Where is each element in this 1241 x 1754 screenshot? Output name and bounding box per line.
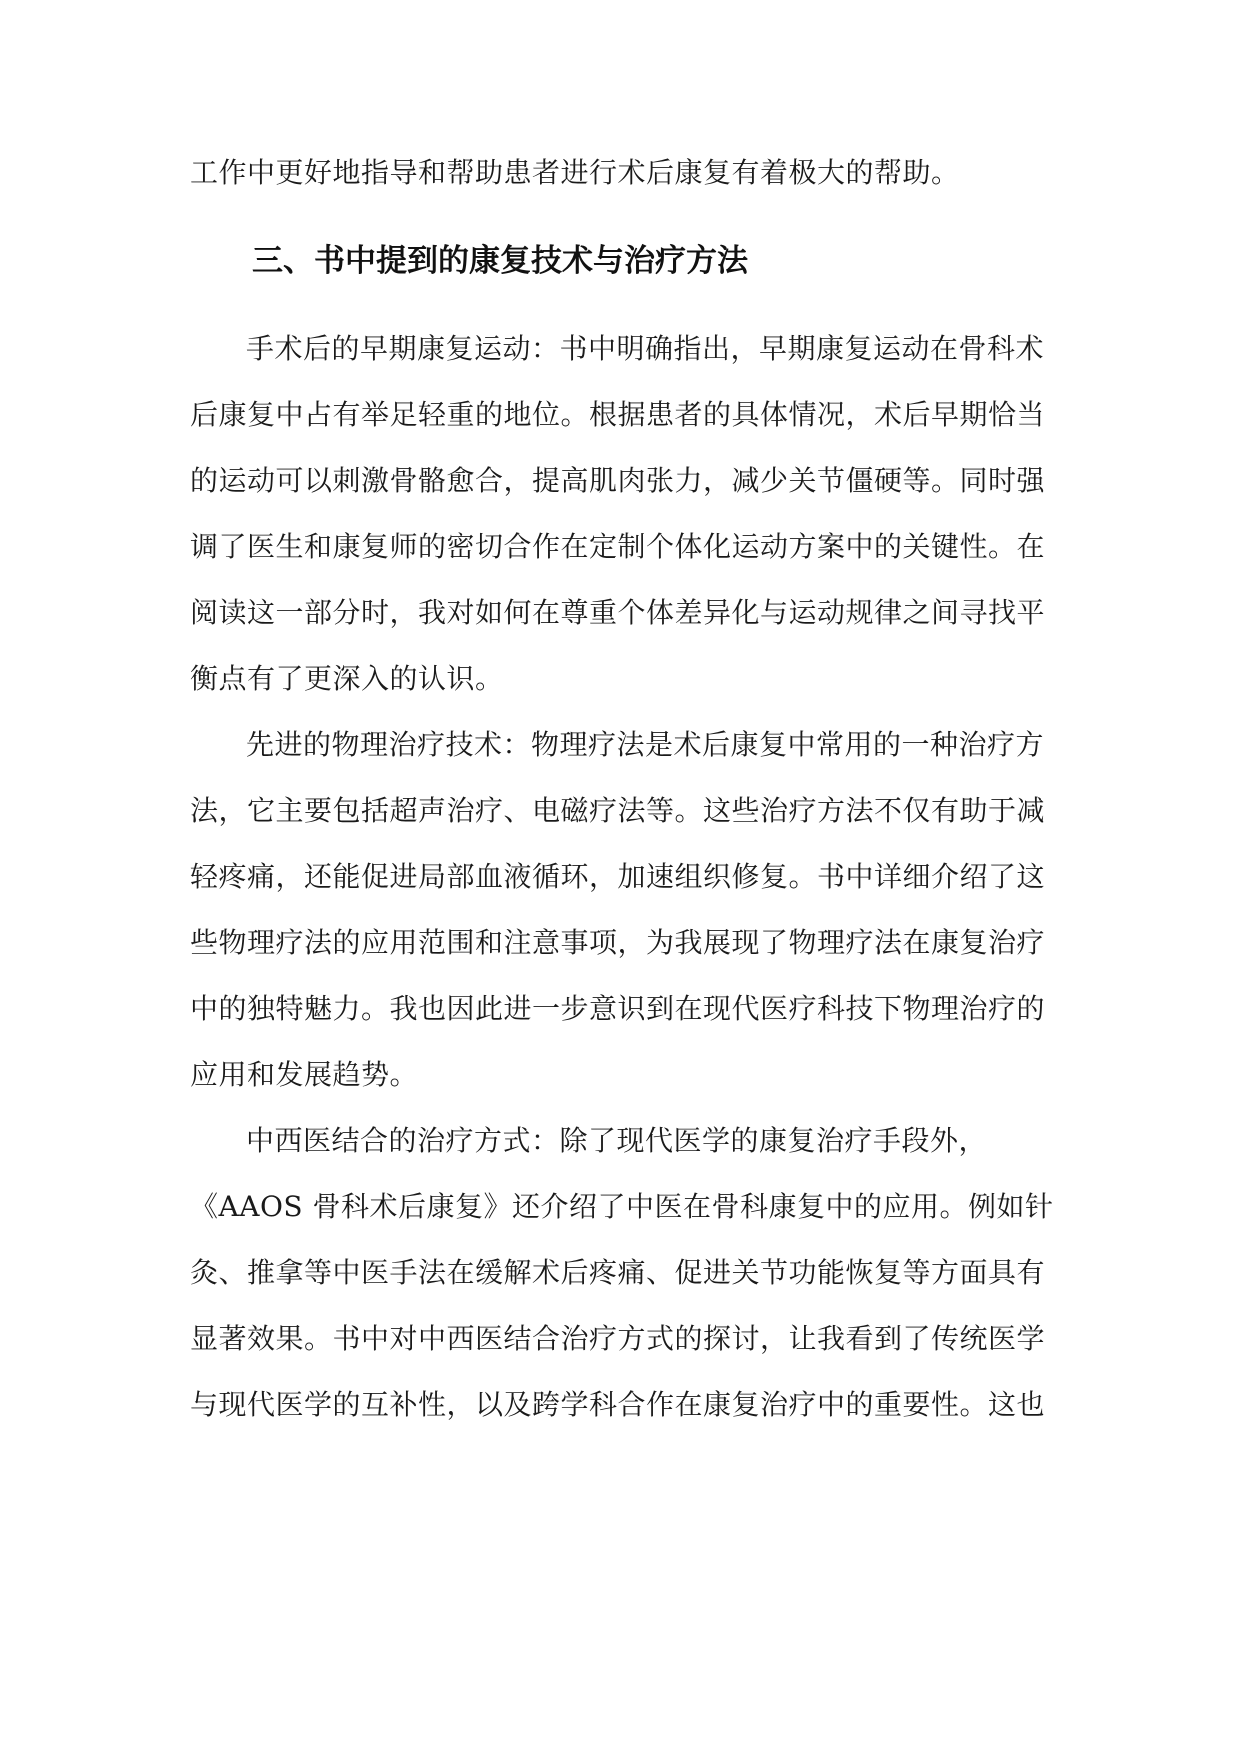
paragraph-line: 手术后的早期康复运动：书中明确指出，早期康复运动在骨科术 [246,332,1045,365]
intro-line: 工作中更好地指导和帮助患者进行术后康复有着极大的帮助。 [190,156,960,189]
paragraph-line: 中的独特魅力。我也因此进一步意识到在现代医疗科技下物理治疗的 [190,992,1046,1025]
section-heading: 三、书中提到的康复技术与治疗方法 [252,243,748,279]
paragraph-line: 后康复中占有举足轻重的地位。根据患者的具体情况，术后早期恰当 [190,398,1046,431]
document-body [190,140,1056,1438]
paragraph-line: 轻疼痛，还能促进局部血液循环，加速组织修复。书中详细介绍了这 [190,860,1046,893]
paragraph-line: 阅读这一部分时，我对如何在尊重个体差异化与运动规律之间寻找平 [190,596,1046,629]
paragraph-line: 些物理疗法的应用范围和注意事项，为我展现了物理疗法在康复治疗 [190,926,1046,959]
paragraph-integrated-medicine [190,1108,1056,1438]
paragraph-line: 衡点有了更深入的认识。 [190,662,504,695]
paragraph-line: 的运动可以刺激骨骼愈合，提高肌肉张力，减少关节僵硬等。同时强 [190,464,1046,497]
paragraph-line: 《AAOS 骨科术后康复》还介绍了中医在骨科康复中的应用。例如针 [190,1190,1054,1223]
paragraph-line: 与现代医学的互补性，以及跨学科合作在康复治疗中的重要性。这也 [190,1388,1046,1421]
paragraph-line: 调了医生和康复师的密切合作在定制个体化运动方案中的关键性。在 [190,530,1046,563]
paragraph-line: 应用和发展趋势。 [190,1058,419,1091]
paragraph-line: 中西医结合的治疗方式：除了现代医学的康复治疗手段外， [246,1124,988,1157]
paragraph-line: 显著效果。书中对中西医结合治疗方式的探讨，让我看到了传统医学 [190,1322,1046,1355]
paragraph-line: 法，它主要包括超声治疗、电磁疗法等。这些治疗方法不仅有助于减 [190,794,1046,827]
paragraph-line: 灸、推拿等中医手法在缓解术后疼痛、促进关节功能恢复等方面具有 [190,1256,1046,1289]
paragraph-line: 先进的物理治疗技术：物理疗法是术后康复中常用的一种治疗方 [246,728,1045,761]
paragraph-early-rehab [190,316,1056,712]
paragraph-physical-therapy [190,712,1056,1108]
